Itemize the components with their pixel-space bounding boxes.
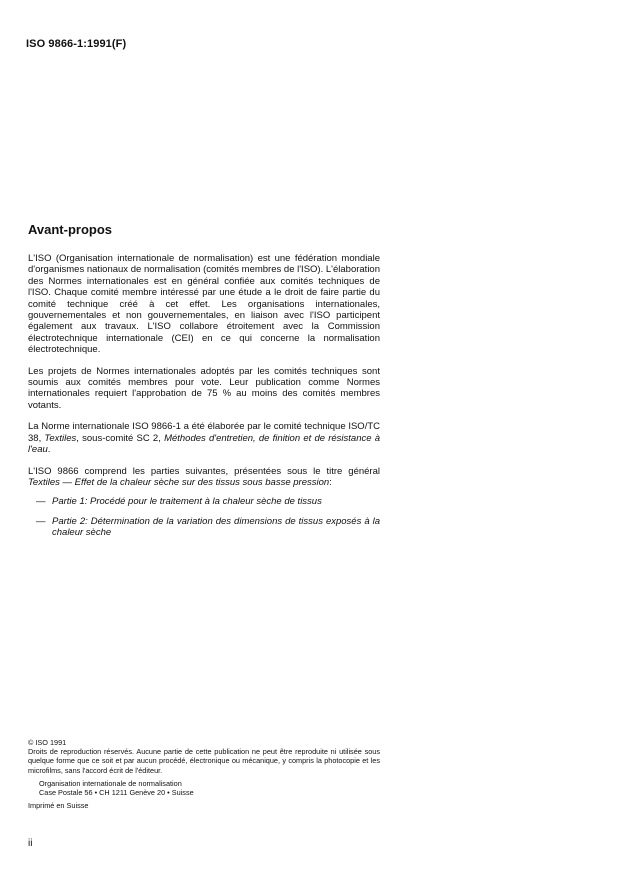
printed-in: Imprimé en Suisse bbox=[28, 801, 89, 811]
dash-bullet: — bbox=[36, 515, 46, 527]
document-id: ISO 9866-1:1991(F) bbox=[26, 38, 127, 50]
subcommittee-title: Méthodes d'entretien, de finition et de résistance à l'eau bbox=[28, 432, 380, 456]
list-item bbox=[28, 496, 380, 507]
part-1-title: Partie 1: Procédé pour le traitement à la chaleur sèche de tissus bbox=[52, 496, 322, 508]
copyright-block bbox=[28, 738, 380, 810]
paragraph-4-text-a: L'ISO 9866 comprend les parties suivantes, présentées sous le titre général bbox=[28, 465, 380, 477]
paragraph-3-text-e: . bbox=[47, 444, 51, 456]
foreword-paragraph-2: Les projets de Normes internationales adoptés par les comités techniques sont soumis aux comités membres pour vote. Leur publication comme Normes internationales requiert l'approbation de 75 % au moins des comités membres votants. bbox=[28, 365, 380, 411]
foreword-paragraph-3 bbox=[28, 421, 380, 455]
paragraph-3-text-c: , sous-comité SC 2, bbox=[76, 432, 165, 444]
list-item bbox=[28, 516, 380, 539]
page-number: ii bbox=[28, 838, 33, 849]
foreword-section bbox=[28, 222, 380, 547]
foreword-paragraph-1: L'ISO (Organisation internationale de normalisation) est une fédération mondiale d'organismes nationaux de normalisation (comités membres de l'ISO). L'élaboration des Normes internationales est en général confiée aux comités techniques de l'ISO. Chaque comité membre intéressé par une étude a le droit de faire partie du comité technique créé à cet effet. Les organisations internationales, gouvernementales et non gouvernementales, en liaison avec l'ISO participent également aux travaux. L'ISO collabore étroitement avec la Commission électrotechnique internationale (CEI) en ce qui concerne la normalisation électrotechnique. bbox=[28, 253, 380, 356]
paragraph-3-text-a: La Norme internationale ISO 9866-1 a été élaborée par le comité technique ISO/TC 38, bbox=[28, 421, 380, 444]
parts-list bbox=[28, 496, 380, 538]
textiles-title: Textiles bbox=[44, 432, 77, 444]
foreword-heading: Avant-propos bbox=[28, 222, 113, 237]
organisation-address: Case Postale 56 • CH 1211 Genève 20 • Suisse bbox=[39, 788, 194, 798]
organisation-name: Organisation internationale de normalisation bbox=[39, 778, 182, 788]
copyright-notice: Droits de reproduction réservés. Aucune partie de cette publication ne peut être reproduite ni utilisée sous quelque forme que ce soit et par aucun procédé, électronique ou mécanique, y compris la photocopie et les microfilms, sans l'accord écrit de l'éditeur. bbox=[28, 747, 380, 775]
part-2-title: Partie 2: Détermination de la variation des dimensions de tissus exposés à la chaleur sèche bbox=[52, 515, 380, 539]
dash-bullet: — bbox=[36, 496, 46, 508]
copyright-year: © ISO 1991 bbox=[28, 738, 67, 747]
foreword-paragraph-4 bbox=[28, 466, 380, 489]
paragraph-4-text-c: : bbox=[329, 476, 332, 488]
general-title: Textiles — Effet de la chaleur sèche sur des tissus sous basse pression bbox=[28, 476, 330, 488]
